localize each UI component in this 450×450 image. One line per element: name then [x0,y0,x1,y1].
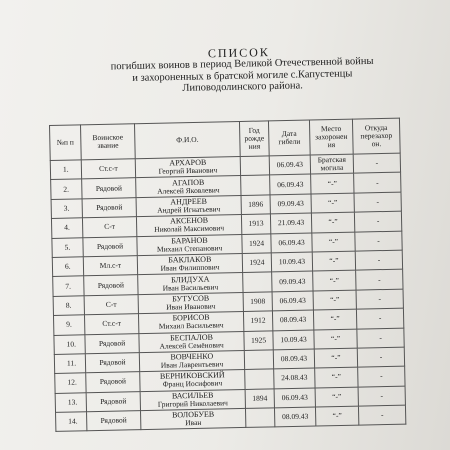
row-num: 10. [54,334,85,354]
row-date: 06.09.43 [269,155,310,175]
row-rank: Ст.с-т [81,159,135,180]
col-header-num: №п п [50,125,82,161]
row-num: 5. [52,237,83,257]
row-year: 1925 [244,330,273,350]
row-from: - [355,250,402,270]
row-year: 1894 [245,389,274,409]
col-header-year: Год рожде ния [239,121,269,157]
row-year [240,156,269,176]
row-from: - [356,289,403,309]
row-year: 1908 [243,292,272,312]
row-place: “-” [311,193,354,213]
row-name [138,312,243,334]
row-place: “-” [311,212,354,232]
col-header-place: Место захоронен ия [309,119,353,155]
row-given-name: Франц Иосифович [162,378,223,390]
row-name [139,331,244,353]
row-name [136,215,241,237]
col-header-rank: Воинское звание [81,124,136,160]
col-header-from: Откуда перезахор он. [352,118,400,154]
row-surname: БАРАНОВ [171,235,208,246]
row-rank: Рядовой [85,353,139,374]
row-date: 08.09.43 [272,310,313,330]
row-date: 24.08.43 [274,368,315,388]
row-num: 1. [50,160,81,180]
casualty-table [49,118,406,433]
row-rank: Рядовой [86,372,140,393]
row-place: “-” [313,270,356,290]
row-from: - [358,386,405,406]
row-surname: БЛИДУХА [170,274,210,285]
row-date: 09.09.43 [270,194,311,214]
row-date: 08.09.43 [274,407,315,427]
row-rank: Рядовой [82,178,136,199]
row-date: 10.09.43 [273,330,314,350]
row-rank: Мл.с-т [83,256,137,277]
row-year [244,350,273,370]
row-place: “-” [315,367,358,387]
row-num: 6. [52,257,83,277]
row-name [137,253,242,275]
row-place: “-” [314,348,357,368]
row-given-name: Андрей Игнатьевич [157,204,221,215]
row-name [138,292,243,314]
row-from: - [356,308,403,328]
row-from: - [357,347,404,367]
row-surname: ВЕРНИКОВСКИЙ [159,370,225,382]
row-place: “-” [312,251,355,271]
row-given-name: Алексей Семёнович [159,340,224,351]
row-surname: БОРИСОВ [172,312,210,323]
row-date: 08.09.43 [273,349,314,369]
row-rank: Ст.с-т [84,314,138,335]
row-given-name: Георгий Иванович [158,165,218,176]
row-surname: БАКЛАКОВ [168,254,212,265]
row-place: Братская могила [310,154,353,174]
row-surname: АНДРЕЕВ [170,196,208,207]
row-date: 06.09.43 [272,291,313,311]
row-name [138,273,243,295]
row-name [140,389,245,411]
row-rank: Рядовой [82,197,136,218]
row-surname: ВОЛОБУЕВ [171,409,215,420]
row-surname: АГАПОВ [172,177,205,188]
row-num: 9. [53,315,84,335]
row-year [243,272,272,292]
subtitle-line-2: и захороненных в братской могиле с.Капустенцы [132,67,353,84]
row-place: “-” [313,309,356,329]
row-rank: Рядовой [87,411,141,432]
row-place: “-” [315,406,358,426]
row-name [136,176,241,198]
row-from: - [356,269,403,289]
row-given-name: Иван Васильевич [162,282,219,293]
row-date: 09.09.43 [272,271,313,291]
row-from: - [358,405,405,425]
row-year [241,175,270,195]
row-year: 1913 [241,214,270,234]
row-num: 8. [53,296,84,316]
row-surname: ВАСИЛЬЕВ [171,390,214,401]
row-from: - [354,173,401,193]
row-given-name: Михаил Степанович [156,243,223,254]
col-header-name: Ф.И.О. [134,122,240,159]
row-num: 3. [51,199,82,219]
row-date: 06.09.43 [270,174,311,194]
row-name [137,234,242,256]
row-num: 2. [51,179,82,199]
row-rank: Рядовой [84,275,138,296]
row-num: 14. [56,412,87,432]
row-given-name: Иван Иванович [166,301,216,312]
row-rank: С-т [84,294,138,315]
row-from: - [358,366,405,386]
row-rank: С-т [82,217,136,238]
row-surname: ВОВЧЕНКО [170,351,214,362]
row-rank: Рядовой [86,391,140,412]
row-place: “-” [311,174,354,194]
row-year: 1912 [243,311,272,331]
row-given-name: Иван Лаврентьевич [160,359,224,370]
row-from: - [355,231,402,251]
row-num: 13. [55,392,86,412]
row-given-name: Григорий Николаевич [157,398,228,409]
row-year: 1896 [241,195,270,215]
row-surname: БЕСПАЛОВ [169,332,214,343]
row-date: 21.09.43 [270,213,311,233]
document-title: СПИСОК [207,45,271,61]
row-name [135,157,240,179]
row-name [136,195,241,217]
row-num: 7. [53,276,84,296]
row-given-name: Николай Максимович [154,223,225,235]
row-rank: Рядовой [83,236,137,257]
row-year: 1924 [242,233,271,253]
row-place: “-” [313,290,356,310]
row-place: “-” [312,232,355,252]
row-year [245,408,274,428]
row-name [139,350,244,372]
table-body [50,153,406,432]
subtitle-line-3: Липоводолинского района. [182,80,303,94]
col-header-date: Дата гибели [268,120,310,156]
row-rank: Рядовой [85,333,139,354]
row-date: 06.09.43 [271,233,312,253]
row-place: “-” [315,387,358,407]
row-place: “-” [314,329,357,349]
row-given-name: Иван [185,418,202,428]
row-from: - [357,328,404,348]
title-block [0,42,450,98]
row-surname: АКСЕНОВ [169,216,209,226]
row-name [140,370,245,392]
row-date: 06.09.43 [274,388,315,408]
subtitle-line-1: погибших воинов в период Великой Отечественной войны [110,55,374,73]
row-from: - [354,211,401,231]
row-given-name: Михаил Васильевич [158,320,224,332]
row-date: 10.09.43 [271,252,312,272]
row-surname: АРХАРОВ [169,157,207,168]
row-num: 4. [51,218,82,238]
row-from: - [354,192,401,212]
row-num: 12. [55,373,86,393]
row-num: 11. [54,354,85,374]
row-name [141,409,246,431]
row-year [245,369,274,389]
row-given-name: Иван Филиппович [160,262,220,273]
casualty-table-wrapper [49,118,406,433]
row-surname: БУТУСОВ [172,293,210,304]
row-year: 1924 [242,253,271,273]
row-from: - [353,153,400,173]
row-given-name: Алексей Яковлевич [157,185,220,196]
